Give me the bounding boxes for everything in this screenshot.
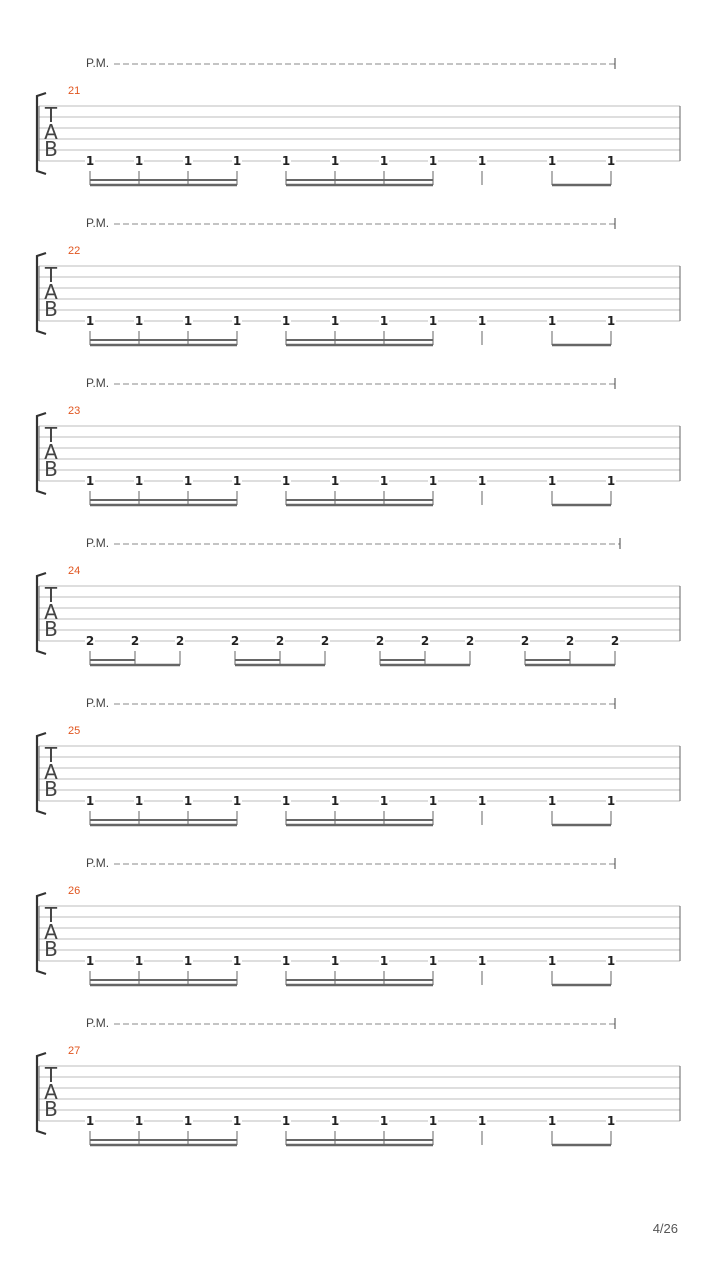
fret-number: 1 bbox=[606, 794, 616, 808]
fret-number: 1 bbox=[134, 314, 144, 328]
fret-number: 1 bbox=[183, 154, 193, 168]
tab-system bbox=[37, 56, 680, 185]
tab-clef-letter: A bbox=[44, 440, 58, 464]
tab-clef-letter: B bbox=[44, 1097, 58, 1121]
fret-number: 1 bbox=[232, 794, 242, 808]
tab-clef-letter: T bbox=[44, 263, 58, 287]
measure-number: 23 bbox=[68, 405, 81, 417]
fret-number: 1 bbox=[477, 954, 487, 968]
fret-number: 1 bbox=[232, 314, 242, 328]
fret-number: 2 bbox=[610, 634, 620, 648]
fret-number: 1 bbox=[330, 954, 340, 968]
fret-number: 1 bbox=[606, 474, 616, 488]
tab-clef-letter: T bbox=[44, 1063, 58, 1087]
fret-number: 1 bbox=[85, 154, 95, 168]
tab-clef-letter: A bbox=[44, 280, 58, 304]
fret-number: 1 bbox=[477, 474, 487, 488]
fret-number: 1 bbox=[281, 314, 291, 328]
fret-number: 1 bbox=[547, 794, 557, 808]
fret-number: 1 bbox=[606, 954, 616, 968]
fret-number: 1 bbox=[281, 1114, 291, 1128]
measure-number: 21 bbox=[68, 85, 81, 97]
fret-number: 1 bbox=[232, 1114, 242, 1128]
palm-mute-label: P.M. bbox=[86, 536, 110, 550]
tab-clef-letter: B bbox=[44, 457, 58, 481]
measure-number: 27 bbox=[68, 1045, 81, 1057]
fret-number: 1 bbox=[379, 154, 389, 168]
measure-number: 26 bbox=[68, 885, 81, 897]
palm-mute-label: P.M. bbox=[86, 696, 110, 710]
fret-number: 1 bbox=[477, 314, 487, 328]
tab-clef-letter: T bbox=[44, 903, 58, 927]
palm-mute-label: P.M. bbox=[86, 216, 110, 230]
fret-number: 1 bbox=[477, 794, 487, 808]
fret-number: 1 bbox=[547, 314, 557, 328]
fret-number: 1 bbox=[85, 954, 95, 968]
fret-number: 1 bbox=[134, 474, 144, 488]
fret-number: 1 bbox=[232, 474, 242, 488]
fret-number: 1 bbox=[183, 954, 193, 968]
tab-system bbox=[37, 1016, 680, 1145]
fret-number: 2 bbox=[275, 634, 285, 648]
fret-number: 2 bbox=[375, 634, 385, 648]
fret-number: 2 bbox=[465, 634, 475, 648]
tab-clef-letter: A bbox=[44, 600, 58, 624]
fret-number: 1 bbox=[232, 154, 242, 168]
tab-clef-letter: A bbox=[44, 760, 58, 784]
fret-number: 1 bbox=[134, 954, 144, 968]
palm-mute-label: P.M. bbox=[86, 1016, 110, 1030]
tab-clef-letter: T bbox=[44, 103, 58, 127]
tab-system bbox=[37, 376, 680, 505]
fret-number: 1 bbox=[547, 154, 557, 168]
fret-number: 1 bbox=[330, 154, 340, 168]
fret-number: 1 bbox=[85, 474, 95, 488]
fret-number: 1 bbox=[428, 794, 438, 808]
tab-clef-letter: B bbox=[44, 937, 58, 961]
palm-mute-label: P.M. bbox=[86, 856, 110, 870]
fret-number: 1 bbox=[281, 954, 291, 968]
fret-number: 1 bbox=[428, 474, 438, 488]
fret-number: 1 bbox=[134, 154, 144, 168]
fret-number: 1 bbox=[183, 794, 193, 808]
fret-number: 1 bbox=[379, 794, 389, 808]
fret-number: 1 bbox=[330, 1114, 340, 1128]
fret-number: 1 bbox=[330, 794, 340, 808]
fret-number: 1 bbox=[183, 1114, 193, 1128]
tab-system bbox=[37, 216, 680, 345]
palm-mute-label: P.M. bbox=[86, 56, 110, 70]
fret-number: 1 bbox=[134, 1114, 144, 1128]
measure-number: 22 bbox=[68, 245, 81, 257]
tab-clef-letter: B bbox=[44, 777, 58, 801]
fret-number: 1 bbox=[547, 474, 557, 488]
palm-mute-label: P.M. bbox=[86, 376, 110, 390]
tab-clef-letter: A bbox=[44, 1080, 58, 1104]
tab-clef-letter: T bbox=[44, 423, 58, 447]
fret-number: 1 bbox=[183, 314, 193, 328]
fret-number: 1 bbox=[232, 954, 242, 968]
fret-number: 2 bbox=[85, 634, 95, 648]
fret-number: 2 bbox=[320, 634, 330, 648]
fret-number: 1 bbox=[85, 1114, 95, 1128]
fret-number: 1 bbox=[477, 154, 487, 168]
tab-clef-letter: B bbox=[44, 617, 58, 641]
fret-number: 1 bbox=[183, 474, 193, 488]
fret-number: 1 bbox=[606, 314, 616, 328]
fret-number: 1 bbox=[428, 1114, 438, 1128]
fret-number: 2 bbox=[565, 634, 575, 648]
fret-number: 1 bbox=[428, 154, 438, 168]
tab-clef-letter: A bbox=[44, 120, 58, 144]
fret-number: 1 bbox=[281, 794, 291, 808]
fret-number: 2 bbox=[130, 634, 140, 648]
fret-number: 1 bbox=[428, 954, 438, 968]
fret-number: 1 bbox=[281, 474, 291, 488]
fret-number: 1 bbox=[281, 154, 291, 168]
fret-number: 1 bbox=[85, 314, 95, 328]
fret-number: 1 bbox=[547, 1114, 557, 1128]
fret-number: 2 bbox=[520, 634, 530, 648]
fret-number: 2 bbox=[175, 634, 185, 648]
fret-number: 1 bbox=[428, 314, 438, 328]
tab-system bbox=[37, 856, 680, 985]
tab-clef-letter: T bbox=[44, 743, 58, 767]
fret-number: 1 bbox=[379, 954, 389, 968]
tab-clef-letter: A bbox=[44, 920, 58, 944]
tab-clef-letter: T bbox=[44, 583, 58, 607]
fret-number: 1 bbox=[379, 314, 389, 328]
fret-number: 1 bbox=[606, 154, 616, 168]
fret-number: 1 bbox=[330, 314, 340, 328]
fret-number: 1 bbox=[85, 794, 95, 808]
tab-clef-letter: B bbox=[44, 137, 58, 161]
fret-number: 1 bbox=[379, 1114, 389, 1128]
tab-system bbox=[37, 696, 680, 825]
fret-number: 2 bbox=[230, 634, 240, 648]
fret-number: 1 bbox=[330, 474, 340, 488]
measure-number: 25 bbox=[68, 725, 81, 737]
fret-number: 1 bbox=[606, 1114, 616, 1128]
measure-number: 24 bbox=[68, 565, 81, 577]
tab-system bbox=[37, 536, 680, 665]
fret-number: 1 bbox=[547, 954, 557, 968]
fret-number: 1 bbox=[477, 1114, 487, 1128]
fret-number: 1 bbox=[134, 794, 144, 808]
page-number: 4/26 bbox=[652, 1221, 678, 1236]
fret-number: 1 bbox=[379, 474, 389, 488]
tab-clef-letter: B bbox=[44, 297, 58, 321]
fret-number: 2 bbox=[420, 634, 430, 648]
